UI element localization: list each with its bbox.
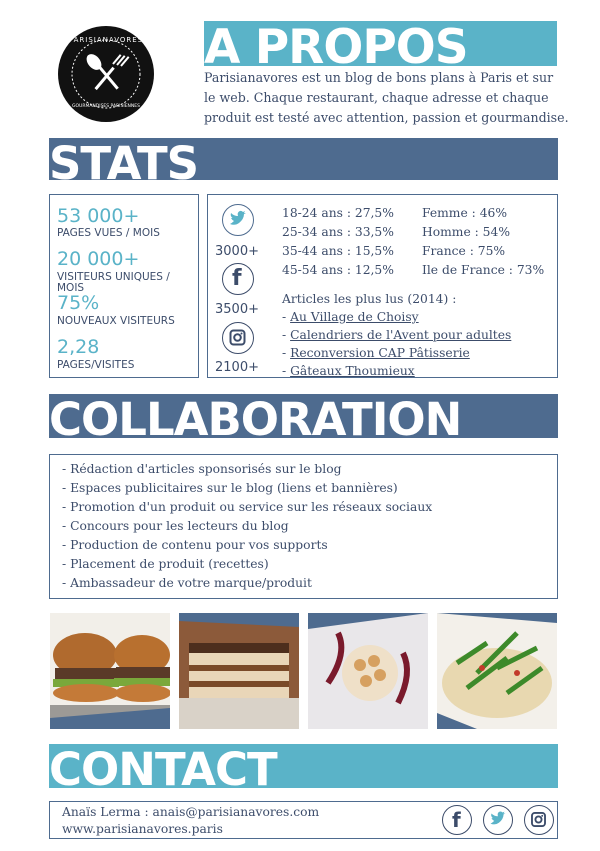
age-stat: 45-54 ans : 12,5% [282, 263, 394, 277]
logo-text: PARISIANAVORES [68, 36, 144, 44]
age-stat: 18-24 ans : 27,5% [282, 206, 394, 220]
stat-value: 53 000+ [57, 205, 140, 227]
about-line-2: le web. Chaque restaurant, chaque adresse et chaque [204, 90, 549, 105]
collab-item: - Placement de produit (recettes) [62, 557, 269, 571]
twitter-icon[interactable] [483, 805, 513, 835]
twitter-count: 3000+ [215, 244, 259, 259]
contact-email[interactable]: Anaïs Lerma : anais@parisianavores.com [62, 805, 320, 819]
about-line-1: Parisianavores est un blog de bons plans à Paris et sur [204, 70, 554, 85]
photo-dessert [308, 613, 428, 729]
article-link[interactable]: - Au Village de Choisy [282, 310, 419, 324]
instagram-count: 2100+ [215, 360, 259, 375]
stat-label: PAGES/VISITES [57, 359, 135, 371]
stat-value: 2,28 [57, 336, 100, 358]
about-line-3: produit est testé avec attention, passion et gourmandise. [204, 110, 569, 125]
article-link[interactable]: - Calendriers de l'Avent pour adultes [282, 328, 512, 342]
article-link-text[interactable]: Reconversion CAP Pâtisserie [290, 346, 470, 360]
article-link-text[interactable]: Calendriers de l'Avent pour adultes [290, 328, 512, 342]
age-stat: 25-34 ans : 33,5% [282, 225, 394, 239]
demo-stat: Femme : 46% [422, 206, 508, 220]
twitter-icon[interactable] [222, 204, 254, 236]
photo-salad [437, 613, 557, 729]
stat-label: PAGES VUES / MOIS [57, 227, 160, 239]
demo-stat: France : 75% [422, 244, 506, 258]
photo-tiramisu [179, 613, 299, 729]
facebook-count: 3500+ [215, 302, 259, 317]
instagram-icon[interactable] [524, 805, 554, 835]
stats-key-box [49, 194, 199, 378]
demo-stat: Ile de France : 73% [422, 263, 545, 277]
demo-stat: Homme : 54% [422, 225, 511, 239]
article-link[interactable]: - Gâteaux Thoumieux [282, 364, 415, 378]
article-link-text[interactable]: Gâteaux Thoumieux [290, 364, 415, 378]
articles-heading: Articles les plus lus (2014) : [282, 292, 457, 306]
logo [56, 24, 156, 124]
facebook-icon[interactable]: f [442, 805, 472, 835]
stat-value: 75% [57, 292, 100, 314]
stat-label: NOUVEAUX VISITEURS [57, 315, 175, 327]
collab-box [49, 454, 558, 599]
collab-item: - Espaces publicitaires sur le blog (liens et bannières) [62, 481, 398, 495]
stat-value: 20 000+ [57, 248, 140, 270]
about-title: A PROPOS [204, 20, 468, 75]
contact-box [49, 801, 558, 839]
logo-subtext: GOURMANDISES PARISIENNES [72, 104, 140, 109]
collab-item: - Rédaction d'articles sponsorisés sur le blog [62, 462, 342, 476]
instagram-icon[interactable] [222, 322, 254, 354]
stats-detail-box [207, 194, 558, 378]
collab-item: - Ambassadeur de votre marque/produit [62, 576, 312, 590]
article-link[interactable]: - Reconversion CAP Pâtisserie [282, 346, 470, 360]
collab-item: - Production de contenu pour vos supports [62, 538, 328, 552]
collab-item: - Promotion d'un produit ou service sur les réseaux sociaux [62, 500, 433, 514]
stats-title: STATS [49, 137, 199, 190]
facebook-icon[interactable]: f [222, 263, 254, 295]
age-stat: 35-44 ans : 15,5% [282, 244, 394, 258]
article-link-text[interactable]: Au Village de Choisy [290, 310, 419, 324]
photo-burgers [50, 613, 170, 729]
contact-website[interactable]: www.parisianavores.paris [62, 822, 223, 836]
contact-title: CONTACT [49, 743, 277, 796]
collab-title: COLLABORATION [49, 393, 462, 446]
stat-label: VISITEURS UNIQUES / MOIS [57, 271, 170, 294]
collab-item: - Concours pour les lecteurs du blog [62, 519, 289, 533]
